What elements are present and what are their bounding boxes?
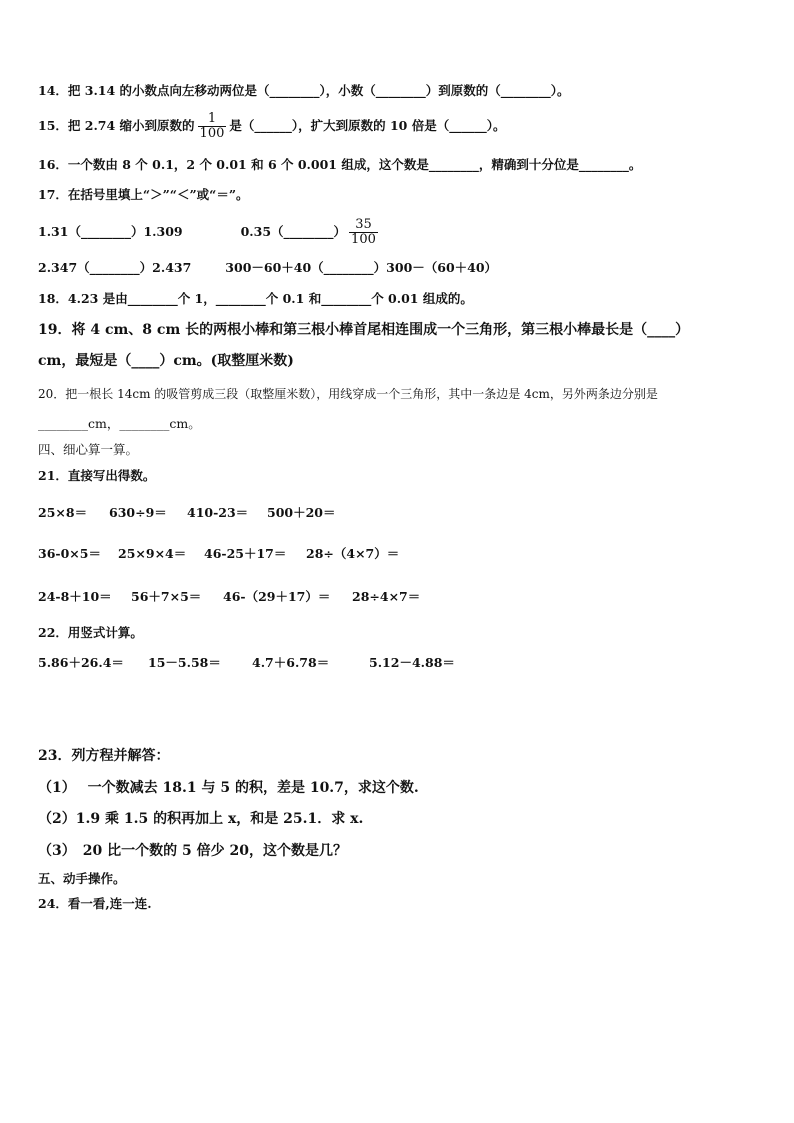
question-23	[38, 748, 169, 764]
question-20-text-1: 20．把一根长 14cm 的吸管剪成三段（取整厘米数），用线穿成一个三角形，其中一条边是 4cm，另外两条边分别是	[38, 387, 658, 401]
question-20-line-1	[38, 386, 658, 402]
question-21-text: 21．直接写出得数。	[38, 468, 156, 483]
question-24	[38, 896, 152, 912]
question-21	[38, 468, 155, 484]
question-21-row-2	[38, 546, 399, 562]
calc-item: 28÷（4×7）＝	[306, 546, 400, 561]
question-23-part-1-text: （1） 一个数减去 18.1 与 5 的积，差是 10.7，求这个数.	[38, 780, 419, 796]
question-15-text-a: 15．把 2.74 缩小到原数的	[38, 118, 195, 133]
question-20-line-2	[38, 416, 201, 432]
fraction-numerator: 1	[207, 111, 217, 126]
question-17-row-1-a: 1.31（________）1.309	[38, 224, 183, 239]
fraction-35-100	[349, 218, 378, 247]
calc-item: 500＋20＝	[267, 505, 336, 520]
question-17-row-1	[38, 212, 381, 252]
question-14	[38, 83, 570, 99]
question-17	[38, 187, 249, 203]
question-23-part-2-text: （2）1.9 乘 1.5 的积再加上 x，和是 25.1．求 x.	[38, 811, 364, 827]
question-23-part-3	[38, 843, 347, 859]
question-23-part-3-text: （3） 20 比一个数的 5 倍少 20，这个数是几？	[38, 843, 347, 859]
question-17-row-2-a: 2.347（________）2.437	[38, 260, 192, 275]
question-23-text: 23．列方程并解答：	[38, 748, 170, 764]
question-17-row-1-b: 0.35（________）	[240, 224, 347, 239]
question-21-row-1	[38, 505, 336, 521]
vertical-calc-item: 5.12－4.88＝	[369, 655, 455, 670]
calc-item: 28÷4×7＝	[352, 589, 421, 604]
question-16	[38, 157, 641, 173]
question-22	[38, 625, 143, 641]
fraction-1-100	[198, 112, 227, 141]
calc-item: 36-0×5＝	[38, 546, 101, 561]
question-24-text: 24．看一看,连一连.	[38, 896, 152, 911]
section-5-title: 五、动手操作。	[38, 871, 126, 886]
question-18	[38, 291, 473, 307]
fraction-denominator: 100	[199, 126, 225, 141]
fraction-denominator: 100	[351, 232, 376, 247]
vertical-calc-item: 4.7＋6.78＝	[252, 655, 330, 670]
calc-item: 25×9×4＝	[118, 546, 187, 561]
question-17-row-2	[38, 260, 497, 276]
calc-item: 46-（29＋17）＝	[223, 589, 331, 604]
question-19-text-2: cm，最短是（____）cm。(取整厘米数)	[38, 353, 294, 369]
calc-item: 410-23＝	[187, 505, 249, 520]
section-5-heading	[38, 871, 126, 887]
calc-item: 56＋7×5＝	[131, 589, 202, 604]
question-15-text-b: 是（______），扩大到原数的 10 倍是（______）。	[229, 118, 506, 133]
section-4-title: 四、细心算一算。	[38, 442, 139, 457]
question-17-row-2-b: 300－60＋40（________）300－（60＋40）	[225, 260, 498, 275]
question-20-text-2: ________cm，________cm。	[38, 416, 201, 431]
question-19-line-2	[38, 353, 294, 369]
calc-item: 46-25＋17＝	[204, 546, 287, 561]
question-17-text: 17．在括号里填上“＞”“＜”或“＝”。	[38, 187, 249, 202]
question-22-items	[38, 655, 455, 671]
question-14-text: 14．把 3.14 的小数点向左移动两位是（________），小数（________）到原数的（________）。	[38, 83, 570, 98]
fraction-numerator: 35	[355, 217, 372, 232]
question-19-line-1	[38, 322, 689, 338]
question-18-text: 18．4.23 是由________个 1，________个 0.1 和________个 0.01 组成的。	[38, 291, 473, 306]
calc-item: 630÷9＝	[109, 505, 167, 520]
calc-item: 25×8＝	[38, 505, 88, 520]
question-16-text: 16．一个数由 8 个 0.1，2 个 0.01 和 6 个 0.001 组成，这个数是________，精确到十分位是________。	[38, 157, 642, 172]
calc-item: 24-8＋10＝	[38, 589, 112, 604]
vertical-calc-item: 15－5.58＝	[148, 655, 221, 670]
question-22-text: 22．用竖式计算。	[38, 625, 143, 640]
question-15	[38, 112, 505, 141]
question-23-part-2	[38, 811, 363, 827]
vertical-calc-item: 5.86＋26.4＝	[38, 655, 124, 670]
question-21-row-3	[38, 589, 420, 605]
question-23-part-1	[38, 780, 419, 796]
section-4-heading	[38, 442, 138, 458]
question-19-text-1: 19．将 4 cm、8 cm 长的两根小棒和第三根小棒首尾相连围成一个三角形，第三根小棒最长是（____）	[38, 322, 690, 338]
